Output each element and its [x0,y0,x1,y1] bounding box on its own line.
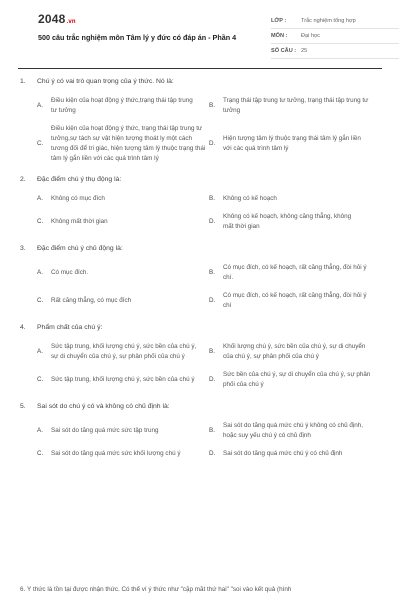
option-c[interactable] [37,124,209,164]
option-a[interactable] [37,421,209,441]
option-letter: D. [209,218,216,225]
option-b[interactable] [209,96,369,116]
option-d[interactable] [209,449,384,459]
option-c[interactable] [37,370,202,390]
question-number: 5. [20,403,26,410]
logo-text: 2048 [38,12,66,26]
option-text: Hiện tượng tâm lý thuộc trạng thái tâm lý gắn liền với các quá trình tâm lý [223,135,361,152]
question-number: 2. [20,176,26,183]
option-text: Trạng thái tập trung tư tưởng, trạng thái tập trung tư tưởng [223,97,369,114]
logo-domain: .vn [66,19,76,25]
site-logo[interactable] [38,12,76,26]
option-letter: C. [37,297,44,304]
option-grid [20,194,382,232]
option-a[interactable] [37,194,209,204]
option-letter: C. [37,376,44,383]
option-letter: B. [209,195,215,202]
option-letter: A. [37,269,43,276]
option-d[interactable] [209,291,369,311]
option-text: Sai sót do tăng quá mức chú ý có chủ định [223,450,343,457]
option-c[interactable] [37,449,197,459]
option-text: Sai sót do tăng quá mức chú ý không có chủ định, hoặc suy yếu chú ý có chủ định [223,422,364,439]
option-grid [20,342,382,390]
option-grid [20,96,382,164]
option-letter: A. [37,348,43,355]
meta-panel [271,14,399,59]
option-b[interactable] [209,194,384,204]
meta-value: Đại học [301,33,320,39]
meta-key: LỚP : [271,18,287,24]
option-letter: D. [209,450,216,457]
question-text: Đặc điểm chú ý thụ động là: [37,176,122,183]
question-5 [20,402,382,459]
option-text: Không có mục đích [51,195,105,202]
question-stem [20,402,382,412]
option-text: Khối lượng chú ý, sức bền của chú ý, sự di chuyển của chú ý, sự phân phối của chú ý [223,343,366,360]
option-text: Có mục đích, có kế hoạch, rất căng thẳng, đòi hỏi ý chí [223,292,367,309]
question-stem [20,323,382,333]
option-c[interactable] [37,212,209,232]
meta-row-class [271,14,399,29]
option-letter: D. [209,297,216,304]
question-list [20,77,382,469]
option-text: Có mục đích, có kế hoạch, rất căng thẳng, đòi hỏi ý chí. [223,264,367,281]
option-a[interactable] [37,96,199,116]
option-text: Sai sót do tăng quá mức sức khối lượng chú ý [51,450,181,457]
option-text: Điều kiện của hoạt động ý thức, trạng thái tập trung tư tưởng,sự tách sự vật hiện tượng thoát ly một cách tương đối để tri giác, hiện tượng tâm lý thuộc trạng thái tâm lý gắn liền với các quá trình tâm lý [51,125,206,162]
option-d[interactable] [209,124,369,164]
option-text: Sức tập trung, khối lượng chú ý, sức bền của chú ý, sự di chuyển của chú ý, sự phân phối của chú ý [51,343,197,360]
question-number: 1. [20,78,26,85]
option-c[interactable] [37,291,209,311]
option-text: Sức tập trung, khối lượng chú ý, sức bền của chú ý [51,376,195,383]
option-grid [20,263,382,311]
option-letter: A. [37,427,43,434]
question-number: 4. [20,324,26,331]
question-text: Đặc điểm chú ý chủ động là: [37,245,123,252]
question-3 [20,244,382,311]
option-b[interactable] [209,263,369,283]
option-a[interactable] [37,263,209,283]
option-text: Không có kế hoạch, không căng thẳng, không mất thời gian [223,213,352,230]
question-stem [20,77,382,87]
option-letter: A. [37,195,43,202]
question-stem [20,244,382,254]
option-text: Sức bền của chú ý, sự di chuyển của chú ý, sự phân phối của chú ý [223,371,371,388]
question-4 [20,323,382,390]
question-text: Sai sót do chú ý có và không có chủ định là: [37,403,170,410]
meta-value: Trắc nghiệm tổng hợp [301,18,356,24]
option-text: Không có kế hoạch [223,195,277,202]
option-text: Rất căng thẳng, có mục đích [51,297,132,304]
question-1 [20,77,382,164]
header-divider [18,68,382,69]
option-letter: C. [37,140,44,147]
option-b[interactable] [209,421,371,441]
option-letter: C. [37,450,44,457]
option-letter: A. [37,102,43,109]
meta-row-count [271,44,399,59]
option-text: Sai sót do tăng quá mức sức tập trung [51,427,159,434]
question-6-preview: 6. Ý thức là tồn tại được nhận thức. Có thể ví ý thức như "cặp mắt thứ hai" "soi vào kết quả (hình [20,586,292,593]
option-letter: B. [209,348,215,355]
meta-value: 25 [301,48,308,54]
option-text: Không mất thời gian [51,218,108,225]
option-d[interactable] [209,370,377,390]
option-b[interactable] [209,342,377,362]
option-letter: D. [209,376,216,383]
question-2 [20,175,382,232]
option-grid [20,421,382,459]
option-a[interactable] [37,342,205,362]
document-title: 500 câu trắc nghiệm môn Tâm lý y đức có đáp án - Phần 4 [38,33,237,42]
option-d[interactable] [209,212,359,232]
option-text: Có mục đích. [51,269,89,276]
option-letter: C. [37,218,44,225]
option-text: Điều kiện của hoạt động ý thức,trạng thái tập trung tư tưởng [51,97,193,114]
meta-key: SỐ CÂU : [271,48,297,54]
question-text: Chú ý có vai trò quan trọng của ý thức. Nó là: [37,78,174,85]
option-letter: B. [209,102,215,109]
option-letter: B. [209,427,215,434]
meta-row-subject [271,29,399,44]
page-header [18,0,382,62]
option-letter: B. [209,269,215,276]
meta-key: MÔN : [271,33,288,39]
question-number: 3. [20,245,26,252]
question-text: Phẩm chất của chú ý: [37,324,103,331]
option-letter: D. [209,140,216,147]
question-stem [20,175,382,185]
